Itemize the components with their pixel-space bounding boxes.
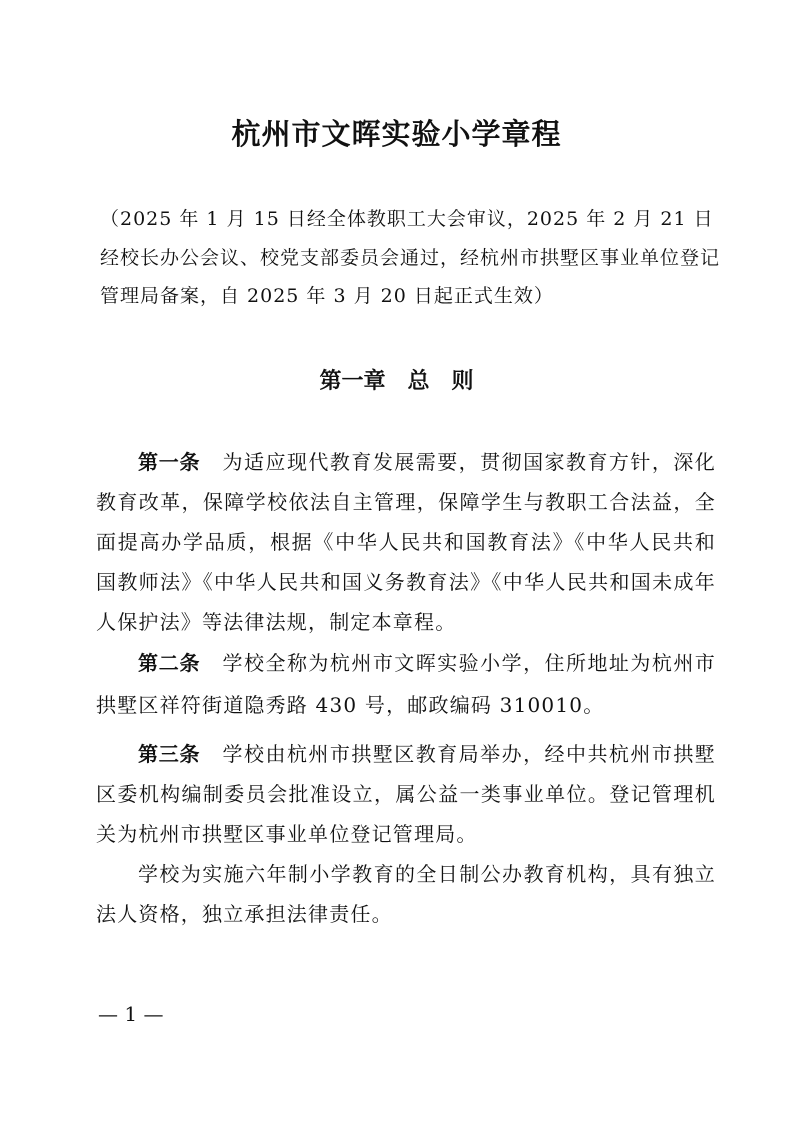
article-2-label: 第二条 <box>138 651 201 675</box>
article-3 <box>96 734 716 854</box>
page-number: — 1 — <box>98 1002 164 1026</box>
article-3-label: 第三条 <box>138 742 201 766</box>
article-3-text: 学校由杭州市拱墅区教育局举办，经中共杭州市拱墅区委机构编制委员会批准设立，属公益一类事业单位。登记管理机关为杭州市拱墅区事业单位登记管理局。 <box>96 742 716 846</box>
article-3-continuation: 学校为实施六年制小学教育的全日制公办教育机构，具有独立法人资格，独立承担法律责任。 <box>96 862 716 926</box>
document-subtitle: （2025 年 1 月 15 日经全体教职工大会审议，2025 年 2 月 21 日经校长办公会议、校党支部委员会通过，经杭州市拱墅区事业单位登记管理局备案，自 2025 年 3 月 20 日起正式生效） <box>100 208 721 307</box>
article-2-text: 学校全称为杭州市文晖实验小学，住所地址为杭州市拱墅区祥符街道隐秀路 430 号，邮政编码 310010。 <box>96 651 716 717</box>
article-1 <box>96 442 716 642</box>
document-title: 杭州市文晖实验小学章程 <box>231 117 562 151</box>
article-1-label: 第一条 <box>138 450 201 474</box>
article-1-text: 为适应现代教育发展需要，贯彻国家教育方针，深化教育改革，保障学校依法自主管理，保障学生与教职工合法益，全面提高办学品质，根据《中华人民共和国教育法》《中华人民共和国教师法》《中华人民共和国义务教育法》《中华人民共和国未成年人保护法》等法律法规，制定本章程。 <box>96 450 716 634</box>
article-2 <box>96 642 716 726</box>
chapter-heading: 第一章 总 则 <box>319 369 474 394</box>
